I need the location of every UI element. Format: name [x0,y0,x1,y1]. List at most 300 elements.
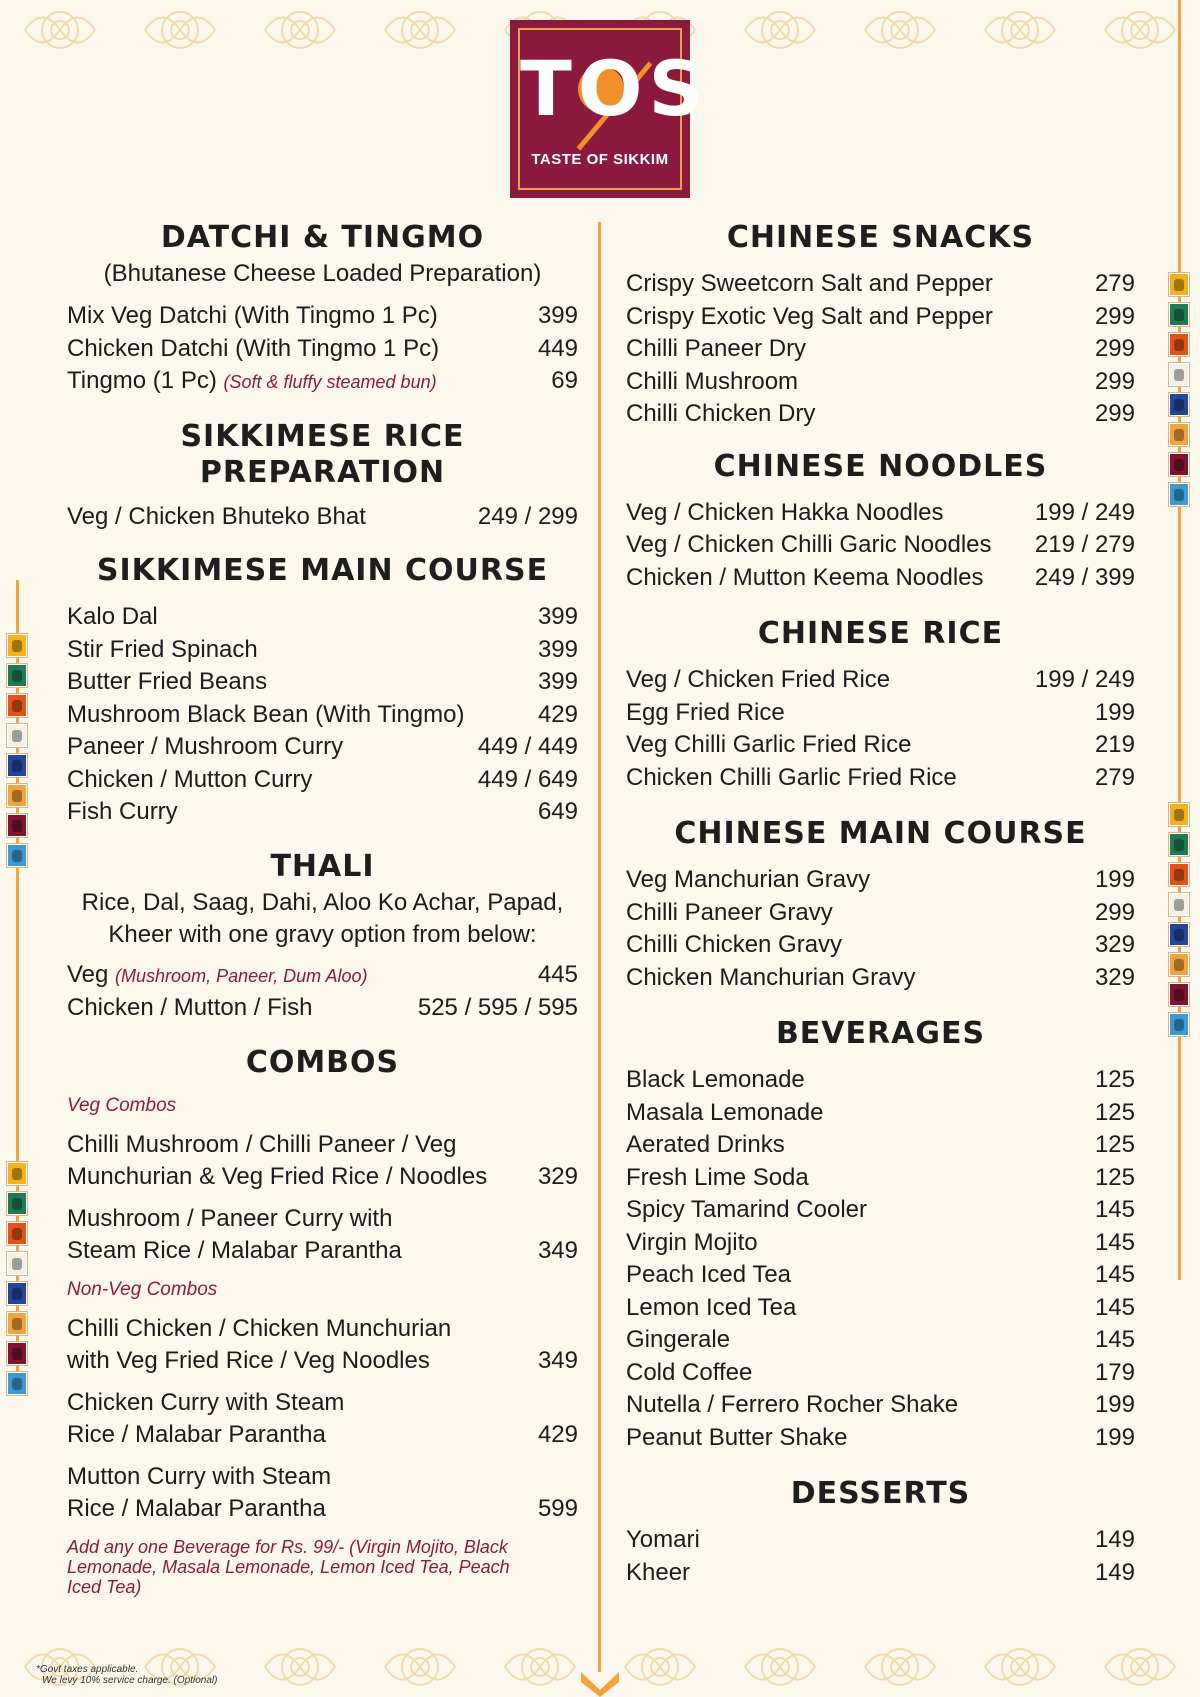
flag-chip-icon [7,1312,27,1335]
item-price: 299 [1094,335,1135,362]
item-name: Chilli Chicken Dry [626,400,816,427]
item-price: 219 / 279 [1034,531,1135,558]
nonveg-combos-label: Non-Veg Combos [67,1278,218,1300]
chip-glyph-icon [12,1228,22,1240]
item-price: 299 [1094,400,1135,427]
combo-list [67,1129,578,1267]
item-name: Stir Fried Spinach [67,635,258,663]
item-name-wrap [626,1162,809,1195]
item-price: 399 [537,635,578,663]
item-name-wrap [67,333,439,366]
section-title: CHINESE MAIN COURSE [674,816,1087,851]
item-name: Veg / Chicken Bhuteko Bhat [67,502,366,530]
item-name: Chilli Paneer Gravy [626,898,833,926]
flag-chip-icon [7,724,27,747]
item-name-wrap [626,268,993,301]
menu-item [626,1422,1135,1455]
item-price: 299 [1094,898,1135,926]
menu-item [67,764,578,797]
thali-description: Rice, Dal, Saag, Dahi, Aloo Ko Achar, Papad, Kheer with one gravy option from below: [81,888,564,948]
menu-item [626,562,1135,595]
item-price: 399 [537,668,578,695]
item-name-wrap [67,764,312,797]
lace-ornament-icon [1085,1637,1195,1697]
item-name-wrap [626,529,992,562]
flag-chip-icon [1169,893,1189,916]
item-name-wrap [626,1064,805,1097]
chip-glyph-icon [1174,1019,1184,1031]
menu-item [626,729,1135,762]
item-name: Veg / Chicken Hakka Noodles [626,498,944,526]
item-name-wrap [67,731,343,764]
section-combos [67,1045,578,1597]
item-price: 219 [1094,731,1135,758]
item-name: Lemon Iced Tea [626,1293,797,1321]
item-name-wrap [626,333,806,366]
item-name-wrap [626,301,993,334]
chip-glyph-icon [12,1348,22,1360]
menu-list [67,601,578,829]
menu-item [67,365,578,399]
section-title: BEVERAGES [775,1016,986,1051]
item-price: 145 [1094,1228,1135,1256]
item-price: 199 [1094,1391,1135,1418]
menu-item [626,333,1135,366]
menu-item [626,1324,1135,1357]
menu-list [626,864,1135,994]
chip-glyph-icon [1174,339,1184,351]
item-name: Chicken Datchi (With Tingmo 1 Pc) [67,334,440,362]
chip-glyph-icon [12,790,22,802]
lace-ornament-icon [845,0,955,60]
flag-chip-icon [1169,273,1189,296]
item-name-wrap [626,1129,785,1162]
menu-list [626,1524,1135,1589]
item-name: Spicy Tamarind Cooler [626,1196,867,1223]
combo-name: Chilli Chicken / Chicken Munchurian with Veg Fried Rice / Veg Noodles [67,1314,452,1374]
item-name: Virgin Mojito [626,1228,758,1256]
chip-glyph-icon [12,850,22,862]
menu-item [626,366,1135,399]
item-price: 429 [537,700,578,728]
menu-item [626,697,1135,730]
menu-item [626,1524,1135,1557]
item-name: Paneer / Mushroom Curry [67,733,344,760]
menu-item [67,666,578,699]
section-subtitle: (Bhutanese Cheese Loaded Preparation) [103,260,542,287]
tax-line: *Govt taxes applicable. [36,1664,139,1675]
menu-item [67,796,578,829]
item-name: Peach Iced Tea [626,1261,792,1288]
item-price: 199 [1094,866,1135,893]
item-price: 199 / 249 [1034,666,1135,693]
item-name-wrap [626,1524,700,1557]
brand-logo [510,20,710,198]
item-price: 449 / 449 [477,733,578,760]
flag-chip-icon [1169,803,1189,826]
section-sikkimese-main [67,553,578,829]
chip-glyph-icon [12,1378,22,1390]
menu-item [67,501,578,534]
menu-item [626,1259,1135,1292]
chip-glyph-icon [1174,869,1184,881]
item-name-wrap [626,562,984,595]
item-name: Fresh Lime Soda [626,1163,809,1191]
right-menu-column [626,220,1135,1589]
item-price: 279 [1094,763,1135,791]
chip-strip-right-1 [1169,273,1189,506]
menu-item [626,268,1135,301]
flag-chip-icon [7,844,27,867]
chip-glyph-icon [1174,839,1184,851]
menu-item [626,529,1135,562]
chip-glyph-icon [1174,959,1184,971]
section-chinese-main [626,816,1135,994]
section-beverages [626,1016,1135,1454]
chip-glyph-icon [1174,929,1184,941]
item-name-wrap [626,366,798,399]
combo-item [67,1203,578,1267]
chip-strip-right-2 [1169,803,1189,1036]
item-name: Egg Fried Rice [626,698,785,726]
flag-chip-icon [1169,1013,1189,1036]
item-name-wrap [626,962,915,995]
section-chinese-noodles [626,449,1135,595]
combo-price: 349 [537,1346,578,1374]
item-name: Chilli Mushroom [626,367,799,395]
item-name-wrap [626,897,833,930]
section-title: CHINESE SNACKS [726,220,1035,255]
menu-item [67,731,578,764]
flag-chip-icon [7,754,27,777]
lace-ornament-icon [125,0,235,60]
flag-chip-icon [1169,333,1189,356]
item-name: Veg Manchurian Gravy [626,866,871,893]
item-name: Masala Lemonade [626,1098,824,1126]
item-price: 125 [1094,1066,1135,1093]
item-name-wrap [626,864,870,897]
item-name: Nutella / Ferrero Rocher Shake [626,1391,959,1418]
logo-monogram: TOS [520,44,710,133]
item-price: 125 [1094,1163,1135,1191]
lace-ornament-icon [725,1637,835,1697]
item-name: Chicken / Mutton Curry [67,765,313,793]
item-price: 69 [551,367,578,394]
chip-glyph-icon [12,820,22,832]
menu-item [626,1129,1135,1162]
lace-ornament-icon [365,1637,475,1697]
lace-ornament-icon [365,0,475,60]
menu-item [67,333,578,366]
section-chinese-snacks [626,220,1135,431]
chip-glyph-icon [1174,459,1184,471]
section-title: DESSERTS [790,1476,971,1511]
section-sikkimese-rice [67,419,578,534]
flag-chip-icon [7,1342,27,1365]
combo-name: Chicken Curry with Steam Rice / Malabar Parantha [67,1388,345,1448]
flag-chip-icon [1169,923,1189,946]
flag-chip-icon [1169,423,1189,446]
item-price: 149 [1094,1558,1135,1586]
item-name-wrap [626,1422,847,1455]
combo-item [67,1129,578,1193]
menu-item [67,959,578,993]
item-price: 199 [1094,698,1135,726]
logo-tagline: TASTE OF SIKKIM [531,151,669,168]
item-price: 125 [1094,1098,1135,1126]
item-name-wrap [67,796,178,829]
item-price: 125 [1094,1131,1135,1158]
item-name: Veg [67,960,116,988]
lace-ornament-icon [965,0,1075,60]
item-name-wrap [626,697,785,730]
section-title: DATCHI & TINGMO [160,220,485,255]
chip-glyph-icon [12,1288,22,1300]
item-price: 449 [537,334,578,362]
combo-price: 349 [537,1236,578,1264]
item-price: 145 [1094,1261,1135,1288]
item-price: 145 [1094,1293,1135,1321]
menu-list [626,497,1135,595]
item-name-wrap [626,664,890,697]
menu-list [67,501,578,534]
item-name: Veg / Chicken Fried Rice [626,666,891,693]
menu-item [67,992,578,1025]
item-name-wrap [67,699,464,732]
chip-strip-left-2 [7,1162,27,1395]
menu-item [67,601,578,634]
item-name-wrap [626,1097,823,1130]
item-price: 249 / 399 [1034,563,1135,591]
item-name-wrap [67,959,367,993]
section-datchi [67,220,578,399]
item-price: 199 / 249 [1034,498,1135,526]
combo-list [67,1313,578,1525]
section-title: CHINESE NOODLES [713,448,1048,484]
lace-ornament-icon [965,1637,1075,1697]
flag-chip-icon [1169,393,1189,416]
item-name: Crispy Sweetcorn Salt and Pepper [626,270,993,297]
item-price: 329 [1094,931,1135,958]
chip-glyph-icon [1174,809,1184,821]
item-name-wrap [626,929,842,962]
menu-list [626,664,1135,794]
item-name-wrap [626,1259,791,1292]
item-name: Mushroom Black Bean (With Tingmo) [67,700,465,728]
menu-item [626,1097,1135,1130]
item-name-wrap [626,1194,867,1227]
chip-glyph-icon [12,670,22,682]
menu-item [67,634,578,667]
flag-chip-icon [7,1222,27,1245]
item-name-wrap [67,601,158,634]
item-price: 179 [1094,1358,1135,1386]
combo-name: Mushroom / Paneer Curry with Steam Rice / Malabar Parantha [67,1204,402,1264]
item-name: Mix Veg Datchi (With Tingmo 1 Pc) [67,302,438,329]
menu-item [67,699,578,732]
item-name-wrap [67,300,438,333]
lace-ornament-icon [245,0,355,60]
item-name-wrap [626,762,957,795]
combo-item [67,1313,578,1377]
menu-item [626,929,1135,962]
section-thali [67,849,578,1025]
item-name-wrap [67,666,267,699]
menu-list [626,268,1135,431]
item-name: Fish Curry [67,798,178,825]
chip-glyph-icon [1174,309,1184,321]
menu-item [626,301,1135,334]
chip-glyph-icon [1174,899,1184,911]
chip-glyph-icon [12,1318,22,1330]
flag-chip-icon [7,634,27,657]
combo-item [67,1461,578,1525]
menu-item [626,1557,1135,1590]
item-price: 249 / 299 [477,502,578,530]
chip-glyph-icon [1174,369,1184,381]
center-divider [598,222,601,1672]
chip-glyph-icon [12,730,22,742]
item-name: Kalo Dal [67,603,158,630]
menu-item [626,1292,1135,1325]
section-desserts [626,1476,1135,1589]
lace-ornament-icon [725,0,835,60]
flag-chip-icon [7,1162,27,1185]
flag-chip-icon [1169,983,1189,1006]
item-name: Chicken / Mutton Keema Noodles [626,563,984,591]
flag-chip-icon [7,664,27,687]
menu-list [67,300,578,399]
item-price: 145 [1094,1196,1135,1223]
item-name: Chilli Paneer Dry [626,335,807,362]
section-title: COMBOS [245,1044,400,1080]
menu-item [626,1227,1135,1260]
item-price: 199 [1094,1423,1135,1451]
menu-item [626,1194,1135,1227]
chip-glyph-icon [12,760,22,772]
section-title: SIKKIMESE RICE PREPARATION [180,418,465,490]
chip-glyph-icon [1174,279,1184,291]
item-name: Kheer [626,1558,691,1586]
flag-chip-icon [7,694,27,717]
chip-strip-left-1 [7,634,27,867]
item-name: Black Lemonade [626,1066,805,1093]
menu-item [626,1064,1135,1097]
item-price: 299 [1094,367,1135,395]
flag-chip-icon [7,1282,27,1305]
menu-item [67,300,578,333]
flag-chip-icon [1169,833,1189,856]
flag-chip-icon [1169,953,1189,976]
item-name: Chicken / Mutton / Fish [67,994,313,1021]
lace-ornament-icon [245,1637,355,1697]
flag-chip-icon [1169,363,1189,386]
flag-chip-icon [1169,453,1189,476]
menu-item [626,864,1135,897]
item-name-wrap [626,729,911,762]
item-name: Peanut Butter Shake [626,1423,848,1451]
item-note: (Soft & fluffy steamed bun) [223,372,437,392]
item-price: 649 [537,798,578,825]
item-name-wrap [67,501,366,534]
item-price: 145 [1094,1326,1135,1353]
item-name-wrap [626,1357,752,1390]
tax-note [36,1664,217,1686]
chip-glyph-icon [12,1198,22,1210]
item-name-wrap [626,1389,958,1422]
item-name: Gingerale [626,1326,731,1353]
item-name: Butter Fried Beans [67,668,268,695]
item-name-wrap [67,634,258,667]
item-name-wrap [67,992,312,1025]
item-name: Chicken Chilli Garlic Fried Rice [626,763,957,791]
combo-price: 599 [537,1494,578,1522]
combo-name: Chilli Mushroom / Chilli Paneer / Veg Munchurian & Veg Fried Rice / Noodles [67,1130,488,1190]
item-name: Chicken Manchurian Gravy [626,963,916,991]
bottom-ornament-icon [577,1672,623,1697]
beverage-offer-note: Add any one Beverage for Rs. 99/- (Virgin Mojito, Black Lemonade, Masala Lemonade, Lemon Iced Tea, Peach Iced Tea) [67,1536,510,1597]
item-name: Aerated Drinks [626,1131,785,1158]
chip-glyph-icon [1174,429,1184,441]
service-charge-line: We levy 10% service charge. (Optional) [42,1675,218,1686]
combo-price: 329 [537,1162,578,1190]
right-edge-line [1178,0,1181,1280]
item-price: 445 [537,960,578,988]
menu-item [626,762,1135,795]
item-name: Chilli Chicken Gravy [626,931,843,958]
chip-glyph-icon [1174,399,1184,411]
item-price: 399 [537,603,578,630]
lace-ornament-icon [845,1637,955,1697]
lace-ornament-icon [5,0,115,60]
item-price: 149 [1094,1526,1135,1553]
item-name-wrap [67,365,437,399]
item-price: 329 [1094,963,1135,991]
combo-price: 429 [537,1420,578,1448]
menu-item [626,1357,1135,1390]
menu-item [626,1389,1135,1422]
section-chinese-rice [626,616,1135,794]
item-price: 399 [537,302,578,329]
item-name: Veg Chilli Garlic Fried Rice [626,731,912,758]
section-title: SIKKIMESE MAIN COURSE [96,553,549,588]
menu-list [626,1064,1135,1454]
item-price: 299 [1094,302,1135,330]
item-price: 525 / 595 / 595 [417,994,578,1021]
combo-name: Mutton Curry with Steam Rice / Malabar Parantha [67,1462,332,1522]
item-name: Crispy Exotic Veg Salt and Pepper [626,302,993,330]
item-name: Veg / Chicken Chilli Garic Noodles [626,531,992,558]
menu-list [67,959,578,1025]
combo-item [67,1387,578,1451]
flag-chip-icon [1169,303,1189,326]
chip-glyph-icon [12,1258,22,1270]
chip-glyph-icon [12,1168,22,1180]
menu-item [626,664,1135,697]
chip-glyph-icon [1174,489,1184,501]
flag-chip-icon [1169,863,1189,886]
menu-item [626,897,1135,930]
item-name: Cold Coffee [626,1358,753,1386]
left-menu-column [67,220,578,1597]
menu-item [626,497,1135,530]
menu-item [626,962,1135,995]
item-name-wrap [626,1292,796,1325]
item-name-wrap [626,497,944,530]
flag-chip-icon [7,784,27,807]
item-name-wrap [626,1557,690,1590]
item-price: 279 [1094,270,1135,297]
